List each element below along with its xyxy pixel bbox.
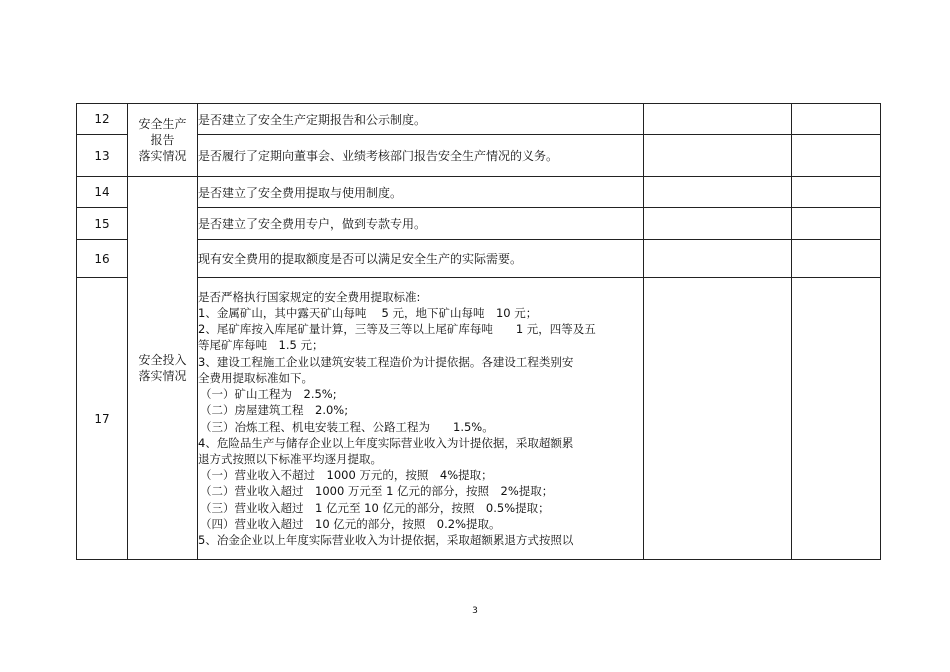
empty-cell bbox=[792, 208, 881, 240]
table-row bbox=[77, 135, 881, 177]
check-item: 是否履行了定期向董事会、业绩考核部门报告安全生产情况的义务。 bbox=[198, 135, 644, 177]
check-item: 现有安全费用的提取额度是否可以满足安全生产的实际需要。 bbox=[198, 240, 644, 278]
standard-line: 全费用提取标准如下。 bbox=[198, 370, 313, 385]
standard-line: （一）矿山工程为 2.5%; bbox=[200, 387, 337, 402]
category-line: 落实情况 bbox=[138, 369, 187, 383]
check-item: 是否建立了安全费用提取与使用制度。 bbox=[198, 177, 644, 208]
standard-line: 3、建设工程施工企业以建筑安装工程造价为计提依据。各建设工程类别安 bbox=[198, 354, 574, 369]
standard-line: （三）冶炼工程、机电安装工程、公路工程为 1.5%。 bbox=[200, 419, 494, 434]
standard-line: （四）营业收入超过 10 亿元的部分，按照 0.2%提取。 bbox=[200, 516, 501, 531]
empty-cell bbox=[792, 135, 881, 177]
row-number: 17 bbox=[77, 278, 128, 560]
standard-line: 4、危险品生产与储存企业以上年度实际营业收入为计提依据，采取超额累 bbox=[198, 435, 574, 450]
empty-cell bbox=[644, 208, 792, 240]
row-number: 16 bbox=[77, 240, 128, 278]
standard-line: （一）营业收入不超过 1000 万元的，按照 4%提取； bbox=[200, 468, 493, 483]
category-line: 报告 bbox=[150, 133, 175, 147]
row-number: 13 bbox=[77, 135, 128, 177]
category-line: 安全生产 bbox=[138, 117, 187, 131]
standard-line: 是否严格执行国家规定的安全费用提取标准: bbox=[198, 289, 421, 304]
standard-line: 1、金属矿山，其中露天矿山每吨 5 元，地下矿山每吨 10 元； bbox=[198, 306, 538, 321]
check-item-standards bbox=[198, 278, 644, 560]
standard-line: 2、尾矿库按入库尾矿量计算，三等及三等以上尾矿库每吨 1 元，四等及五 bbox=[198, 322, 596, 337]
check-item: 是否建立了安全费用专户，做到专款专用。 bbox=[198, 208, 644, 240]
empty-cell bbox=[792, 278, 881, 560]
table-row bbox=[77, 278, 881, 560]
standard-line: 5、冶金企业以上年度实际营业收入为计提依据，采取超额累退方式按照以 bbox=[198, 532, 574, 547]
empty-cell bbox=[644, 240, 792, 278]
row-number: 15 bbox=[77, 208, 128, 240]
standard-line: （二）房屋建筑工程 2.0%; bbox=[200, 403, 349, 418]
empty-cell bbox=[644, 135, 792, 177]
standard-line: 等尾矿库每吨 1.5 元； bbox=[198, 338, 324, 353]
category-line: 落实情况 bbox=[138, 149, 187, 163]
standard-line: 退方式按照以下标准平均逐月提取。 bbox=[198, 451, 382, 466]
table-row bbox=[77, 104, 881, 135]
empty-cell bbox=[792, 240, 881, 278]
check-item: 是否建立了安全生产定期报告和公示制度。 bbox=[198, 104, 644, 135]
checklist-table bbox=[76, 103, 881, 560]
table-row bbox=[77, 240, 881, 278]
empty-cell bbox=[644, 278, 792, 560]
standard-line: （二）营业收入超过 1000 万元至 1 亿元的部分，按照 2%提取； bbox=[200, 484, 554, 499]
empty-cell bbox=[644, 104, 792, 135]
category-line: 安全投入 bbox=[138, 353, 187, 367]
table-row bbox=[77, 177, 881, 208]
empty-cell bbox=[644, 177, 792, 208]
category-cell bbox=[128, 104, 198, 177]
category-cell bbox=[128, 177, 198, 560]
row-number: 12 bbox=[77, 104, 128, 135]
table-row bbox=[77, 208, 881, 240]
page-number: 3 bbox=[472, 606, 478, 616]
empty-cell bbox=[792, 177, 881, 208]
standard-line: （三）营业收入超过 1 亿元至 10 亿元的部分，按照 0.5%提取； bbox=[200, 500, 550, 515]
row-number: 14 bbox=[77, 177, 128, 208]
empty-cell bbox=[792, 104, 881, 135]
